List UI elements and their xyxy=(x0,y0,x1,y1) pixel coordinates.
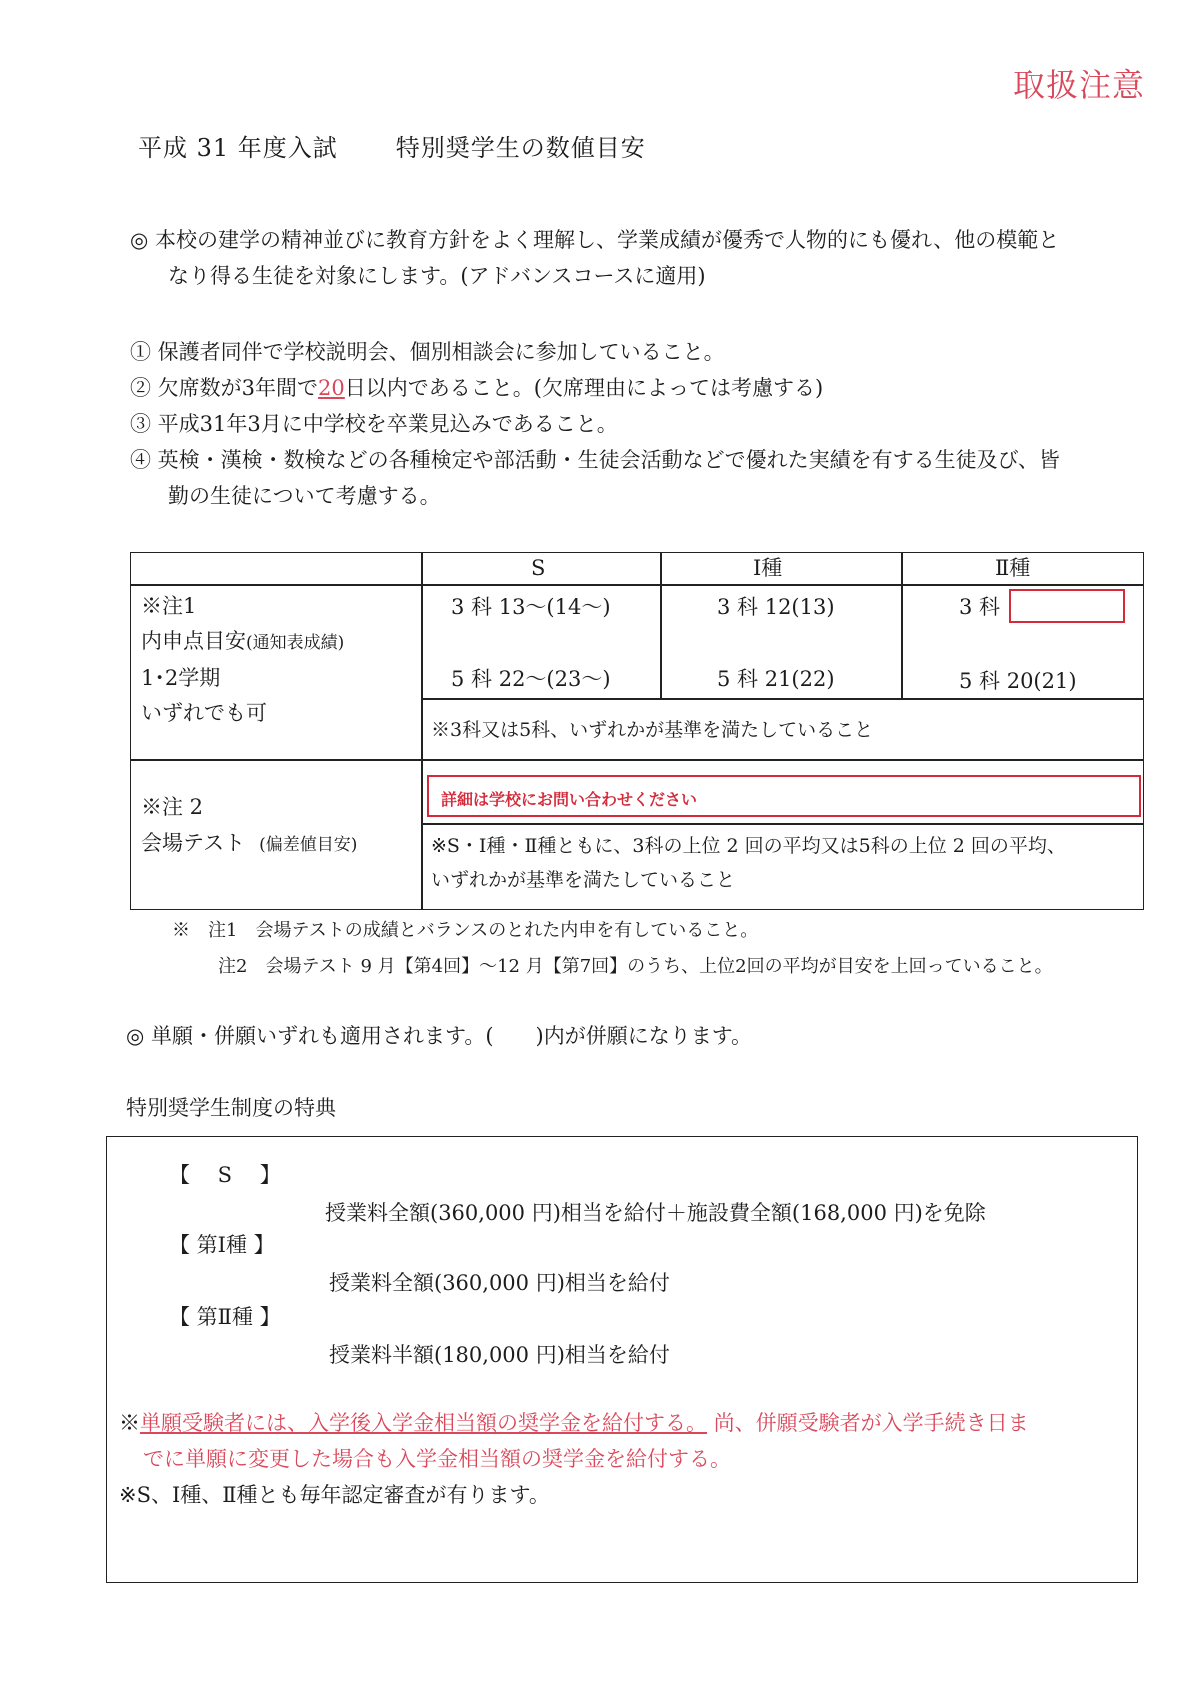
note1-either: いずれでも可 xyxy=(141,701,267,725)
note1-criteria-small: (通知表成績) xyxy=(246,633,345,653)
note2-red-box xyxy=(427,775,1141,817)
scholarship-note-rest: 尚、併願受験者が入学手続き日ま xyxy=(707,1411,1029,1435)
condition-1: ① 保護者同伴で学校説明会、個別相談会に参加していること。 xyxy=(130,340,725,364)
title-subject: 特別奨学生の数値目安 xyxy=(395,134,646,162)
note1-label-cell xyxy=(141,589,344,731)
condition-2-post: 日以内であること。(欠席理由によっては考慮する) xyxy=(344,376,824,400)
benefit-type2-text: 授業料半額(180,000 円)相当を給付 xyxy=(329,1343,670,1367)
criteria-table xyxy=(130,552,1144,910)
title-year: 平成 31 年度入試 xyxy=(138,134,338,162)
note2-footer-line2: いずれかが基準を満たしていること xyxy=(431,869,736,891)
benefits-box xyxy=(106,1136,1138,1583)
intro-paragraph xyxy=(130,222,1180,294)
table-divider xyxy=(131,584,1143,586)
scholarship-note-mark: ※ xyxy=(119,1411,140,1435)
condition-4: ④ 英検・漢検・数検などの各種検定や部活動・生徒会活動などで優れた実績を有する生徒及び、皆 xyxy=(130,448,1060,472)
benefit-type1-text: 授業料全額(360,000 円)相当を給付 xyxy=(329,1271,670,1295)
note1-criteria-main: 内申点目安 xyxy=(141,629,246,653)
confidential-stamp: 取扱注意 xyxy=(1013,66,1146,104)
annual-review-note: ※S、Ⅰ種、Ⅱ種とも毎年認定審査が有ります。 xyxy=(119,1483,550,1507)
scholarship-note-line2: でに単願に変更した場合も入学金相当額の奨学金を給付する。 xyxy=(143,1447,731,1471)
condition-4-cont: 勤の生徒について考慮する。 xyxy=(168,484,441,508)
note1-criteria xyxy=(141,624,344,661)
conditions-list xyxy=(130,334,1180,514)
intro-line-2: なり得る生徒を対象にします。(アドバンスコースに適用) xyxy=(168,264,706,288)
type2-5-subjects: 5 科 20(21) xyxy=(959,669,1077,693)
type1-5-subjects: 5 科 21(22) xyxy=(717,667,835,691)
note2-criteria-small: (偏差値目安) xyxy=(259,835,358,855)
benefit-type2-label: 【 第Ⅱ種 】 xyxy=(169,1305,281,1329)
benefit-type1-label: 【 第Ⅰ種 】 xyxy=(169,1233,275,1257)
note2-footer xyxy=(431,829,1066,897)
note2-label: ※注 2 xyxy=(141,795,204,819)
table-divider xyxy=(421,553,423,909)
note2-label-cell xyxy=(141,789,357,863)
note1-label: ※注1 xyxy=(141,594,197,618)
note-1: ※ 注1 会場テストの成績とバランスのとれた内申を有していること。 xyxy=(172,920,759,941)
header-type2: Ⅱ種 xyxy=(995,556,1031,580)
note1-footer: ※3科又は5科、いずれかが基準を満たしていること xyxy=(431,719,874,741)
absence-days: 20 xyxy=(318,376,345,400)
scholarship-note-line1 xyxy=(119,1407,1029,1437)
table-divider xyxy=(131,759,1143,761)
type2-3-subjects: 3 科 xyxy=(959,595,1001,619)
condition-2-pre: ② 欠席数が3年間で xyxy=(130,376,319,400)
note2-criteria xyxy=(141,825,357,863)
application-note: ◎ 単願・併願いずれも適用されます。( )内が併願になります。 xyxy=(126,1024,753,1048)
benefits-title: 特別奨学生制度の特典 xyxy=(126,1096,336,1120)
table-divider xyxy=(901,553,903,699)
scholarship-note-underlined: 単願受験者には、入学後入学金相当額の奨学金を給付する。 xyxy=(140,1411,707,1435)
table-divider xyxy=(421,698,1143,700)
note2-footer-line1: ※S・Ⅰ種・Ⅱ種ともに、3科の上位 2 回の平均又は5科の上位 2 回の平均、 xyxy=(431,835,1066,857)
type2-3-subjects-blank-box xyxy=(1009,589,1125,623)
header-type1: Ⅰ種 xyxy=(753,556,783,580)
benefit-s-label: 【 S 】 xyxy=(169,1163,281,1187)
s-3-subjects: 3 科 13～(14～) xyxy=(451,595,611,619)
benefit-s-text: 授業料全額(360,000 円)相当を給付＋施設費全額(168,000 円)を免除 xyxy=(325,1201,986,1225)
table-divider xyxy=(421,823,1143,825)
note1-semester: 1･2学期 xyxy=(141,666,221,690)
header-s: S xyxy=(531,556,546,580)
note-2: 注2 会場テスト 9 月【第4回】～12 月【第7回】のうち、上位2回の平均が目安を上回っていること。 xyxy=(218,956,1053,977)
page-title xyxy=(138,128,646,163)
note2-contact-school: 詳細は学校にお問い合わせください xyxy=(441,790,698,809)
table-divider xyxy=(660,553,662,699)
s-5-subjects: 5 科 22～(23～) xyxy=(451,667,611,691)
condition-3: ③ 平成31年3月に中学校を卒業見込みであること。 xyxy=(130,412,618,436)
condition-2 xyxy=(130,370,1180,406)
type1-3-subjects: 3 科 12(13) xyxy=(717,595,835,619)
intro-line-1: ◎ 本校の建学の精神並びに教育方針をよく理解し、学業成績が優秀で人物的にも優れ、他の模範と xyxy=(130,228,1060,252)
note2-criteria-main: 会場テスト xyxy=(141,831,246,855)
